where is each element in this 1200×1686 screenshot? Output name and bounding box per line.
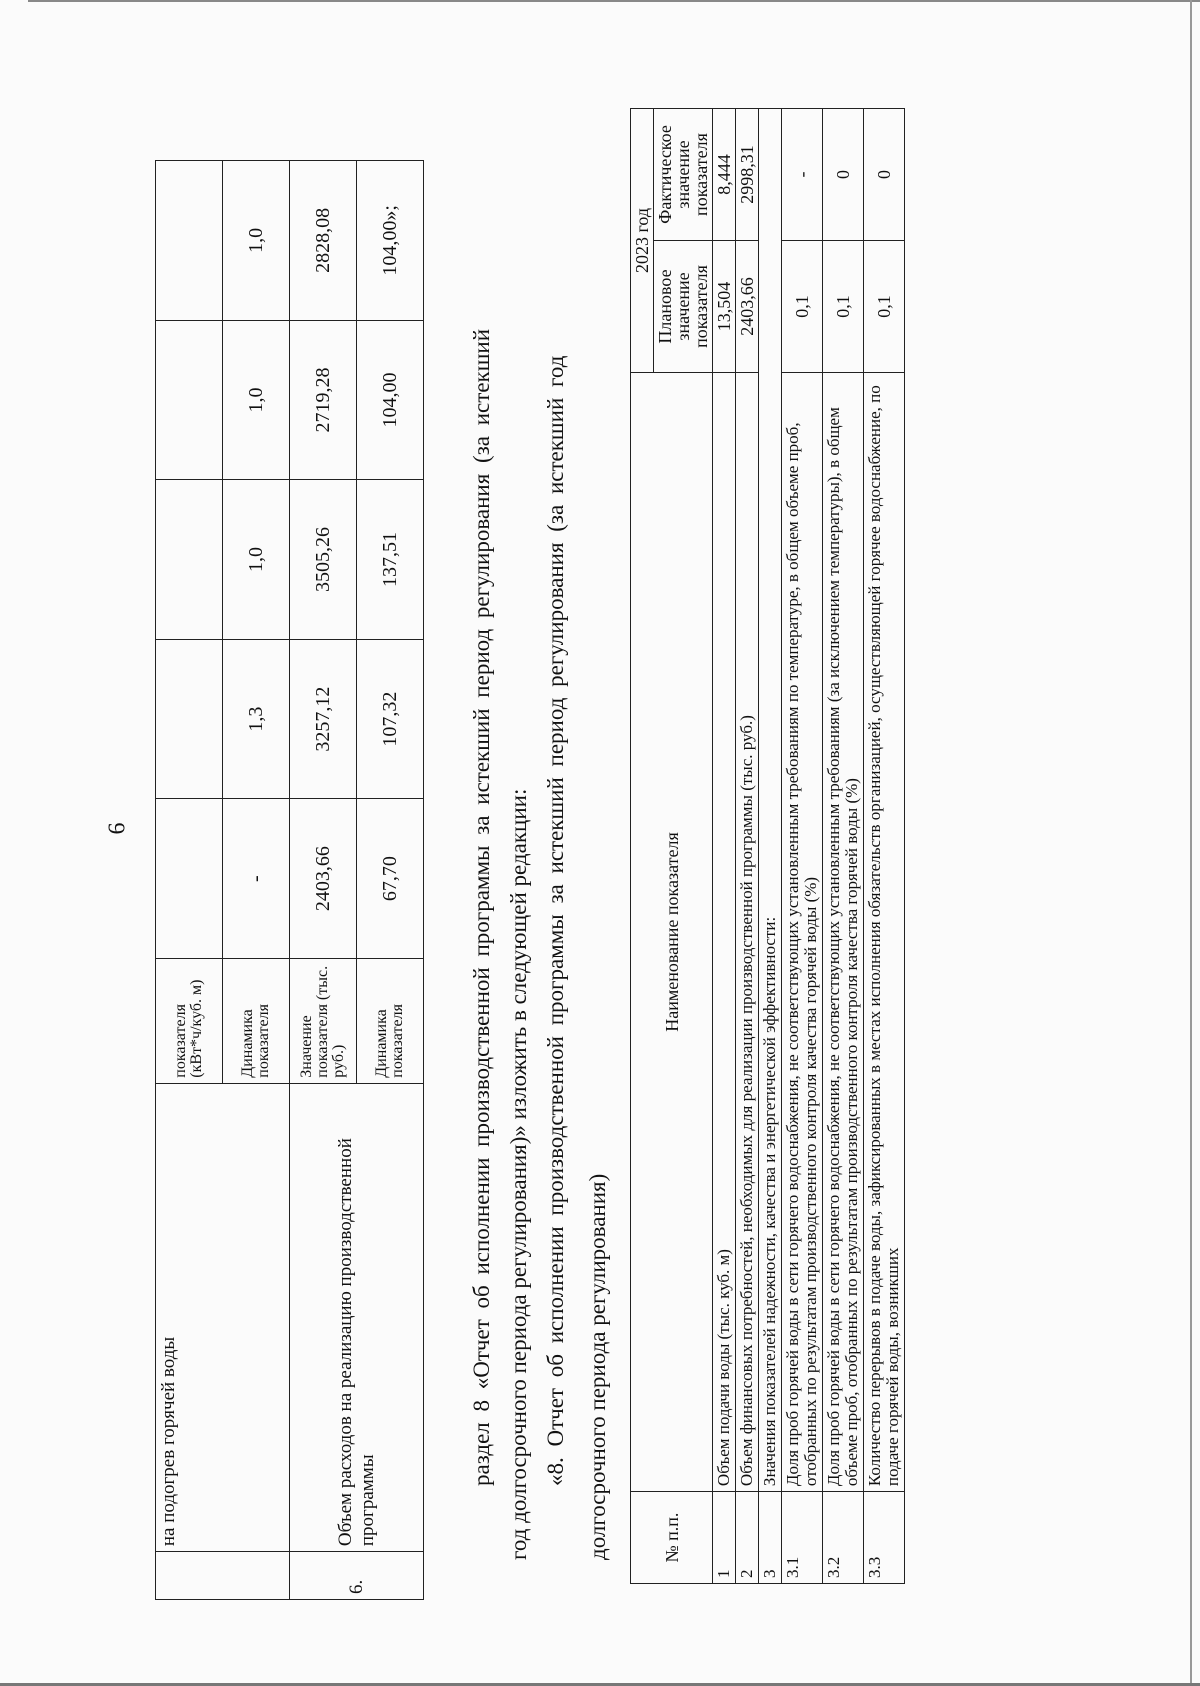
page-number: 6 [104,822,131,835]
indicator-name: Объем подачи воды (тыс. куб. м) [713,372,736,1491]
indicator-group-name: Значения показателей надежности, качества и энергетической эффективности: [759,109,782,1492]
value-cell: 1,0 [223,161,290,321]
table-row [823,109,864,1584]
table-row [864,109,905,1584]
fact-value: 2998,31 [736,109,759,241]
measure-label: показателя (кВт*ч/куб. м) [156,958,223,1083]
indicator-name: Количество перерывов в подаче воды, зафиксированных в местах исполнения обязательств организацией, осуществляющей горячее водоснабжение, по подаче горячей воды, возникших [864,372,905,1491]
measure-label: Значение показателя (тыс. руб.) [290,958,357,1083]
row-number: 3 [759,1492,782,1584]
indicator-name: Объем финансовых потребностей, необходимых для реализации производственной программы (тыс. руб.) [736,372,759,1491]
value-cell [156,480,223,640]
plan-value: 0,1 [864,241,905,373]
value-cell [156,799,223,959]
value-cell: 1,0 [223,480,290,640]
fact-value: - [782,109,823,241]
plan-value: 0,1 [782,241,823,373]
fact-value: 0 [823,109,864,241]
row-number: 3.2 [823,1492,864,1584]
value-cell: 104,00»; [357,161,424,321]
paragraph-section8-intro-cont: год долгосрочного периода регулирования)» изложить в следующей редакции: [506,788,531,1560]
value-cell: - [223,799,290,959]
value-cell: 1,0 [223,320,290,480]
col-header-plan: Плановое значение показателя [654,241,713,373]
col-header-fact: Фактическое значение показателя [654,109,713,241]
indicators-table-continuation [155,160,424,1600]
value-cell [156,320,223,480]
value-cell: 2403,66 [290,799,357,959]
paragraph-section8-intro: раздел 8 «Отчет об исполнении производственной программы за истекший период регулирования (за истекший [469,328,494,1486]
table-row [759,109,782,1584]
row-number: 3.3 [864,1492,905,1584]
measure-label: Динамика показателя [223,958,290,1083]
fact-value: 8,444 [713,109,736,241]
value-cell: 3505,26 [290,480,357,640]
fact-value: 0 [864,109,905,241]
measure-label: Динамика показателя [357,958,424,1083]
value-cell: 3257,12 [290,639,357,799]
table-row [290,161,357,1600]
table-row [713,109,736,1584]
plan-value: 13,504 [713,241,736,373]
plan-value: 2403,66 [736,241,759,373]
indicator-name: на подогрев горячей воды [156,1083,290,1551]
table-row [736,109,759,1584]
value-cell: 1,3 [223,639,290,799]
row-number: 2 [736,1492,759,1584]
value-cell: 107,32 [357,639,424,799]
col-header-year: 2023 год [631,109,654,373]
program-execution-report-table [630,108,905,1584]
table-row [156,161,223,1600]
indicator-name: Доля проб горячей воды в сети горячего водоснабжения, не соответствующих установленным требованиям по температуре, в общем объеме проб, отобранных по результатам производственного контроля качества горячей воды (%) [782,372,823,1491]
value-cell: 67,70 [357,799,424,959]
plan-value: 0,1 [823,241,864,373]
indicator-name: Доля проб горячей воды в сети горячего водоснабжения, не соответствующих установленным требованиям (за исключением температуры), в общем объеме проб, отобранных по результатам производственного контроля качества горячей воды (%) [823,372,864,1491]
value-cell [156,161,223,321]
indicator-name: Объем расходов на реализацию производственной программы [290,1083,424,1551]
paragraph-section8-title: «8. Отчет об исполнении производственной программы за истекший период регулирования (за истекший год [543,355,568,1486]
table-header-row [631,109,654,1584]
value-cell: 137,51 [357,480,424,640]
col-header-number: № п.п. [631,1492,713,1584]
row-number: 6. [290,1552,424,1600]
col-header-name: Наименование показателя [631,372,713,1491]
paragraph-section8-title-cont: долгосрочного периода регулирования) [585,1173,610,1560]
table-row [782,109,823,1584]
value-cell [156,639,223,799]
value-cell: 104,00 [357,320,424,480]
row-number [156,1552,290,1600]
row-number: 3.1 [782,1492,823,1584]
value-cell: 2828,08 [290,161,357,321]
row-number: 1 [713,1492,736,1584]
value-cell: 2719,28 [290,320,357,480]
